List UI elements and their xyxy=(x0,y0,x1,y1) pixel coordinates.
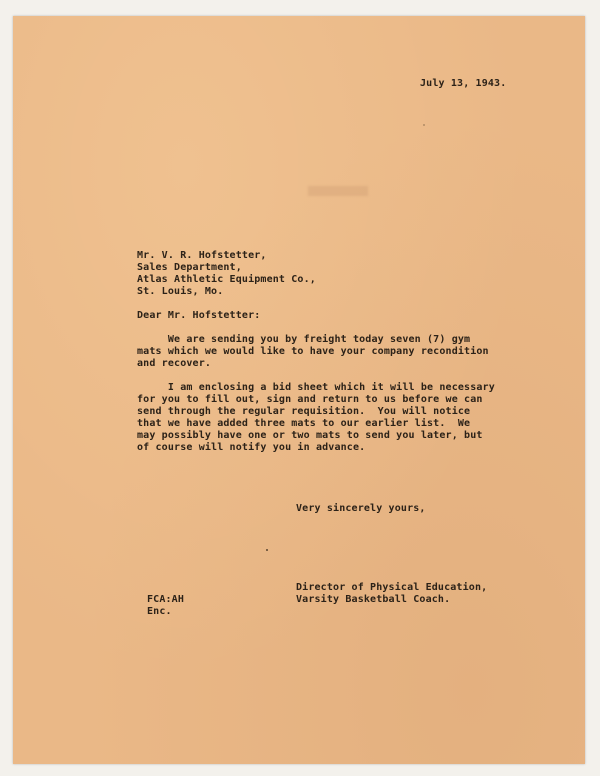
typist-initials: FCA:AH xyxy=(147,594,185,605)
enclosure-note: Enc. xyxy=(147,606,172,617)
paper-speck xyxy=(423,124,425,126)
paragraph-line: and recover. xyxy=(137,358,212,369)
paragraph-line: mats which we would like to have your company recondition xyxy=(137,346,489,357)
paragraph-line: may possibly have one or two mats to send you later, but xyxy=(137,430,483,441)
recipient-line: Mr. V. R. Hofstetter, xyxy=(137,250,267,261)
faded-stamp-mark xyxy=(308,186,368,196)
recipient-line: Sales Department, xyxy=(137,262,242,273)
salutation: Dear Mr. Hofstetter: xyxy=(137,310,261,321)
letter-page xyxy=(13,16,585,764)
paragraph-line: send through the regular requisition. You will notice xyxy=(137,406,471,417)
recipient-line: Atlas Athletic Equipment Co., xyxy=(137,274,316,285)
paragraph-line: for you to fill out, sign and return to us before we can xyxy=(137,394,483,405)
paragraph-line: I am enclosing a bid sheet which it will be necessary xyxy=(137,382,495,393)
signature-line: Director of Physical Education, xyxy=(296,582,488,593)
paper-speck xyxy=(266,549,268,551)
closing: Very sincerely yours, xyxy=(296,503,426,514)
paragraph-line: that we have added three mats to our earlier list. We xyxy=(137,418,471,429)
paragraph-line: We are sending you by freight today seven (7) gym xyxy=(137,334,471,345)
signature-line: Varsity Basketball Coach. xyxy=(296,594,451,605)
letter-date: July 13, 1943. xyxy=(420,78,507,89)
paragraph-line: of course will notify you in advance. xyxy=(137,442,366,453)
recipient-line: St. Louis, Mo. xyxy=(137,286,224,297)
